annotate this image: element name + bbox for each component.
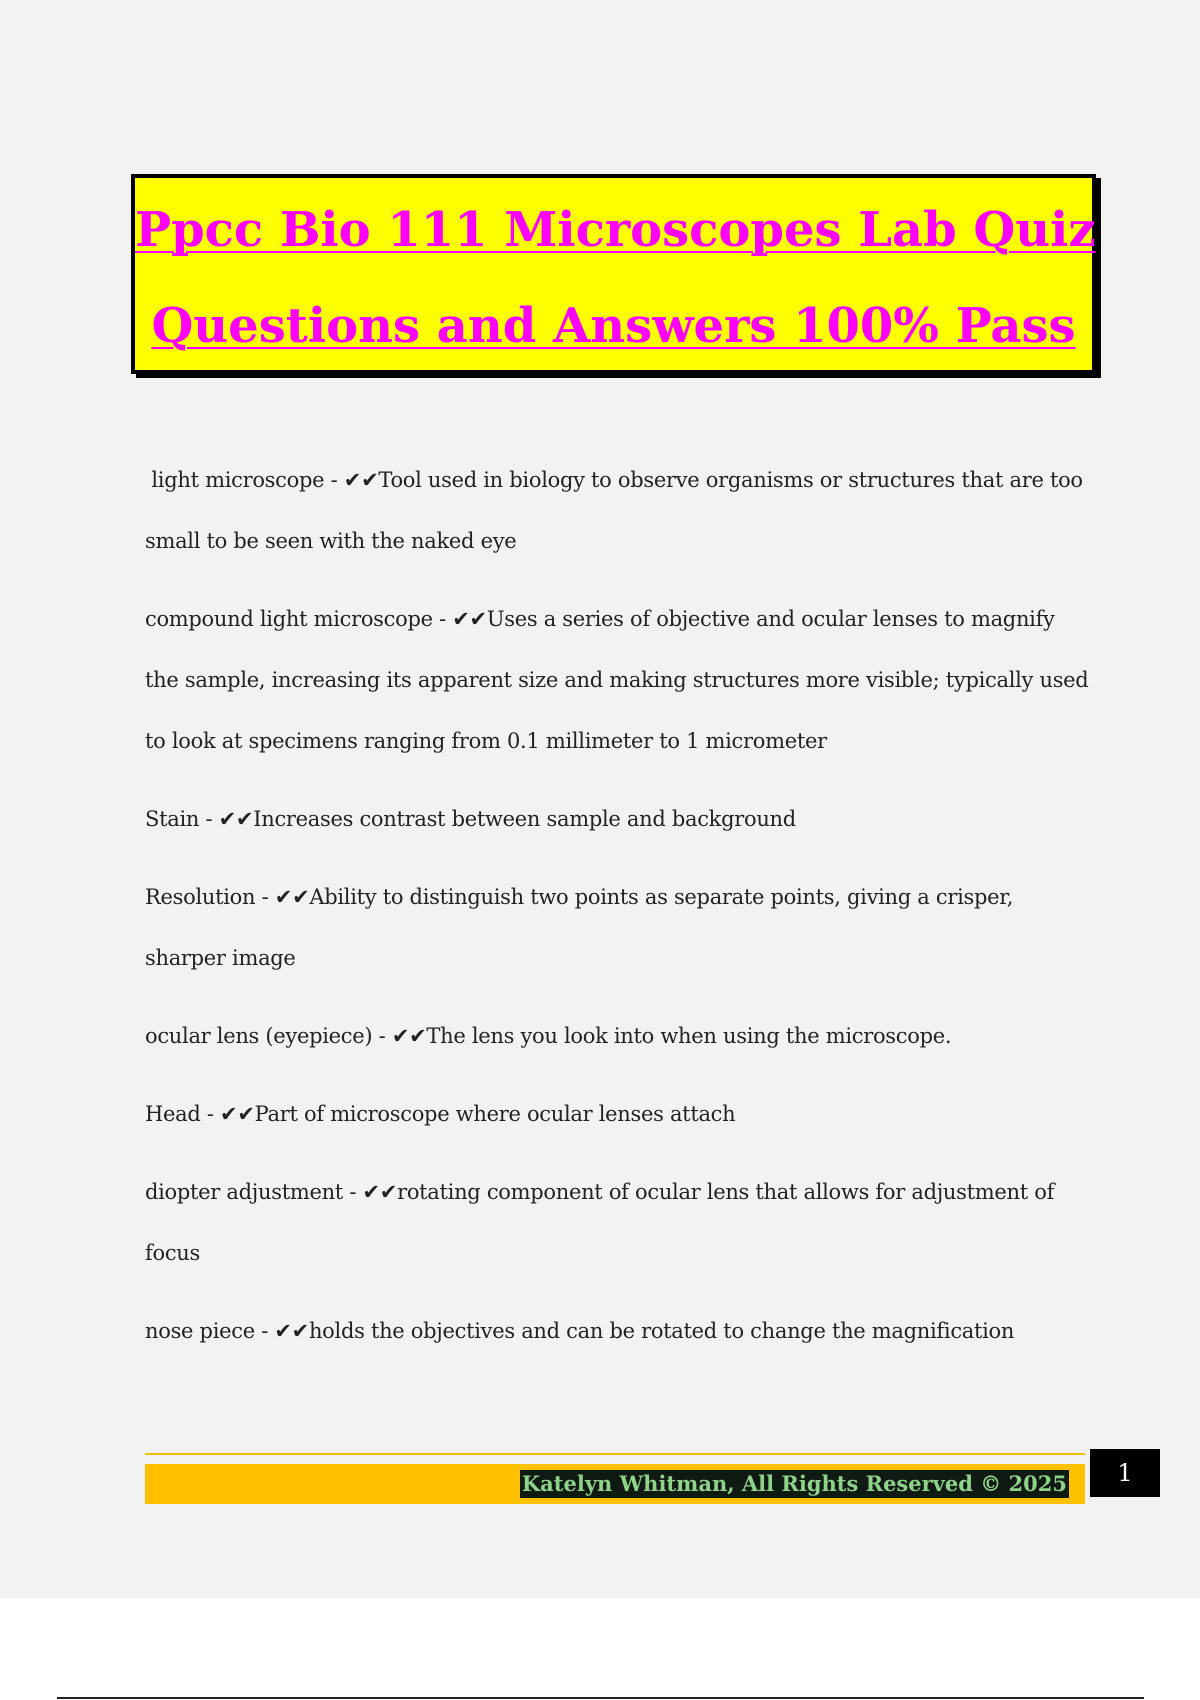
title-banner: [131, 174, 1096, 374]
qa-entry: light microscope - ✔✔Tool used in biology to observe organisms or structures that are too small to be seen with the naked eye: [145, 468, 1090, 553]
page-number: 1: [1090, 1449, 1160, 1497]
copyright-notice: Katelyn Whitman, All Rights Reserved © 2025: [521, 1471, 1067, 1496]
footer-divider: [145, 1453, 1085, 1455]
qa-entry: Stain - ✔✔Increases contrast between sample and background: [145, 807, 796, 831]
qa-entry: ocular lens (eyepiece) - ✔✔The lens you look into when using the microscope.: [145, 1024, 952, 1048]
qa-entry: nose piece - ✔✔holds the objectives and can be rotated to change the magnification: [145, 1319, 1015, 1343]
qa-entry: Head - ✔✔Part of microscope where ocular lenses attach: [145, 1102, 736, 1126]
qa-entry: compound light microscope - ✔✔Uses a series of objective and ocular lenses to magnify the sample, increasing its apparent size and making structures more visible; typically used to look at specimens ranging from 0.1 millimeter to 1 micrometer: [145, 607, 1095, 753]
qa-list: [145, 450, 1095, 1362]
bottom-divider: [57, 1697, 1144, 1699]
title-line-2: Questions and Answers 100% Pass: [151, 298, 1076, 354]
footer-bar: [145, 1464, 1085, 1504]
title-line-1: Ppcc Bio 111 Microscopes Lab Quiz: [135, 202, 1096, 258]
qa-entry: Resolution - ✔✔Ability to distinguish two points as separate points, giving a crisper, sharper image: [145, 885, 1020, 970]
qa-entry: diopter adjustment - ✔✔rotating component of ocular lens that allows for adjustment of focus: [145, 1180, 1061, 1265]
